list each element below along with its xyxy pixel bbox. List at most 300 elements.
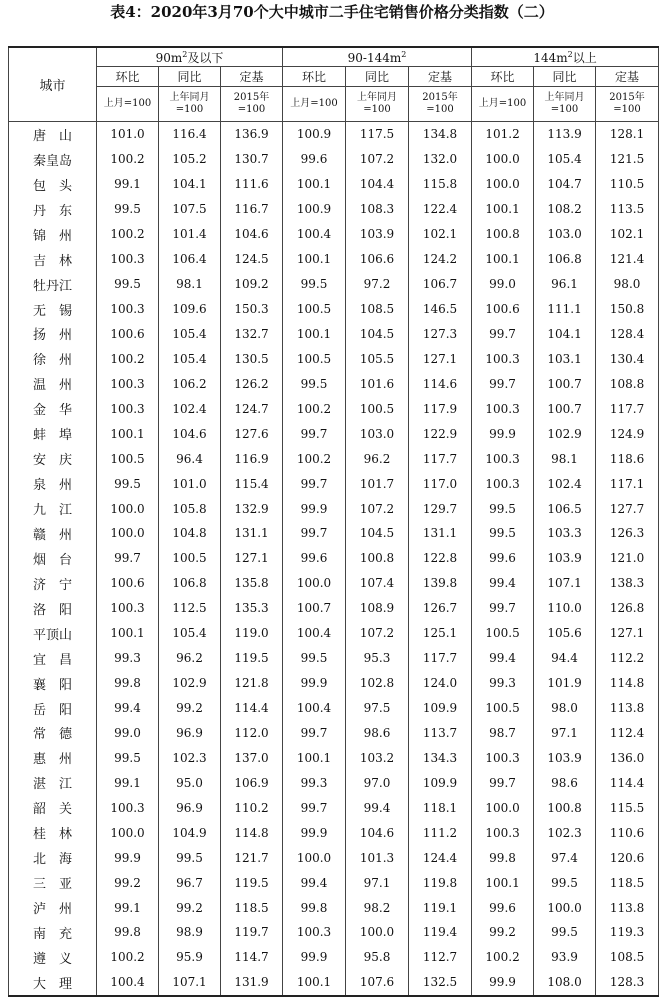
value-cell: 104.5 <box>346 322 409 347</box>
value-cell: 137.0 <box>221 745 283 770</box>
metric-header-mom: 环比 <box>472 67 534 87</box>
value-cell: 108.5 <box>346 297 409 322</box>
base-header-fixed-base: 2015年=100 <box>221 87 283 122</box>
value-cell: 100.7 <box>534 371 596 396</box>
value-cell: 127.1 <box>596 621 659 646</box>
value-cell: 107.4 <box>346 571 409 596</box>
table-row <box>9 770 659 795</box>
value-cell: 99.6 <box>472 546 534 571</box>
value-cell: 99.0 <box>97 721 159 746</box>
value-cell: 100.2 <box>283 396 346 421</box>
value-cell: 103.2 <box>346 745 409 770</box>
value-cell: 99.5 <box>97 745 159 770</box>
value-cell: 104.1 <box>159 172 221 197</box>
value-cell: 100.1 <box>283 172 346 197</box>
city-cell: 襄 阳 <box>9 671 97 696</box>
value-cell: 111.2 <box>409 820 472 845</box>
value-cell: 105.2 <box>159 147 221 172</box>
value-cell: 128.4 <box>596 322 659 347</box>
table-row <box>9 521 659 546</box>
value-cell: 113.7 <box>409 721 472 746</box>
city-cell: 宜 昌 <box>9 646 97 671</box>
metric-header-yoy: 同比 <box>346 67 409 87</box>
value-cell: 100.3 <box>97 371 159 396</box>
value-cell: 117.1 <box>596 471 659 496</box>
value-cell: 106.7 <box>409 272 472 297</box>
value-cell: 99.4 <box>472 646 534 671</box>
value-cell: 100.1 <box>472 247 534 272</box>
value-cell: 99.8 <box>97 671 159 696</box>
value-cell: 129.7 <box>409 496 472 521</box>
value-cell: 95.9 <box>159 945 221 970</box>
table-row <box>9 671 659 696</box>
value-cell: 128.3 <box>596 970 659 996</box>
value-cell: 102.1 <box>596 222 659 247</box>
value-cell: 114.7 <box>221 945 283 970</box>
value-cell: 119.8 <box>409 870 472 895</box>
value-cell: 108.9 <box>346 596 409 621</box>
value-cell: 99.8 <box>283 895 346 920</box>
value-cell: 97.1 <box>346 870 409 895</box>
value-cell: 99.9 <box>472 421 534 446</box>
value-cell: 119.4 <box>409 920 472 945</box>
value-cell: 96.4 <box>159 446 221 471</box>
value-cell: 100.5 <box>346 396 409 421</box>
value-cell: 99.3 <box>472 671 534 696</box>
value-cell: 124.2 <box>409 247 472 272</box>
value-cell: 100.1 <box>283 247 346 272</box>
value-cell: 100.3 <box>97 596 159 621</box>
value-cell: 111.6 <box>221 172 283 197</box>
value-cell: 100.5 <box>159 546 221 571</box>
value-cell: 98.1 <box>534 446 596 471</box>
value-cell: 99.5 <box>283 646 346 671</box>
value-cell: 119.7 <box>221 920 283 945</box>
value-cell: 109.6 <box>159 297 221 322</box>
value-cell: 107.2 <box>346 621 409 646</box>
value-cell: 99.2 <box>97 870 159 895</box>
table-row <box>9 272 659 297</box>
value-cell: 99.5 <box>283 272 346 297</box>
value-cell: 99.6 <box>283 147 346 172</box>
value-cell: 107.5 <box>159 197 221 222</box>
value-cell: 104.6 <box>221 222 283 247</box>
value-cell: 107.1 <box>534 571 596 596</box>
value-cell: 121.4 <box>596 247 659 272</box>
value-cell: 120.6 <box>596 845 659 870</box>
table-row <box>9 322 659 347</box>
value-cell: 99.4 <box>346 795 409 820</box>
value-cell: 95.0 <box>159 770 221 795</box>
value-cell: 100.0 <box>283 845 346 870</box>
value-cell: 121.5 <box>596 147 659 172</box>
city-cell: 韶 关 <box>9 795 97 820</box>
city-cell: 九 江 <box>9 496 97 521</box>
value-cell: 99.5 <box>159 845 221 870</box>
value-cell: 122.4 <box>409 197 472 222</box>
value-cell: 105.4 <box>159 346 221 371</box>
value-cell: 101.0 <box>97 122 159 147</box>
value-cell: 95.3 <box>346 646 409 671</box>
value-cell: 150.8 <box>596 297 659 322</box>
value-cell: 99.3 <box>97 646 159 671</box>
value-cell: 135.8 <box>221 571 283 596</box>
value-cell: 105.4 <box>159 322 221 347</box>
value-cell: 98.1 <box>159 272 221 297</box>
value-cell: 99.1 <box>97 172 159 197</box>
value-cell: 97.5 <box>346 696 409 721</box>
value-cell: 98.0 <box>596 272 659 297</box>
value-cell: 100.6 <box>97 571 159 596</box>
value-cell: 117.5 <box>346 122 409 147</box>
value-cell: 119.5 <box>221 870 283 895</box>
value-cell: 100.3 <box>97 247 159 272</box>
value-cell: 104.5 <box>346 521 409 546</box>
value-cell: 117.9 <box>409 396 472 421</box>
group-header-small <box>97 47 283 67</box>
value-cell: 100.1 <box>472 197 534 222</box>
table-row <box>9 371 659 396</box>
value-cell: 100.1 <box>283 970 346 996</box>
group-header-large <box>472 47 659 67</box>
value-cell: 127.6 <box>221 421 283 446</box>
value-cell: 113.9 <box>534 122 596 147</box>
value-cell: 99.5 <box>534 920 596 945</box>
table-row <box>9 696 659 721</box>
table-row <box>9 646 659 671</box>
city-cell: 大 理 <box>9 970 97 996</box>
value-cell: 101.2 <box>472 122 534 147</box>
value-cell: 99.5 <box>97 471 159 496</box>
value-cell: 136.9 <box>221 122 283 147</box>
value-cell: 110.6 <box>596 820 659 845</box>
value-cell: 97.2 <box>346 272 409 297</box>
value-cell: 100.3 <box>472 446 534 471</box>
value-cell: 99.9 <box>283 820 346 845</box>
value-cell: 100.4 <box>283 621 346 646</box>
city-cell: 惠 州 <box>9 745 97 770</box>
value-cell: 102.1 <box>409 222 472 247</box>
value-cell: 99.2 <box>159 696 221 721</box>
value-cell: 114.6 <box>409 371 472 396</box>
value-cell: 100.8 <box>534 795 596 820</box>
city-cell: 平顶山 <box>9 621 97 646</box>
table-row <box>9 172 659 197</box>
value-cell: 126.3 <box>596 521 659 546</box>
value-cell: 99.4 <box>97 696 159 721</box>
value-cell: 98.2 <box>346 895 409 920</box>
metric-header-fixed-base: 定基 <box>221 67 283 87</box>
value-cell: 104.8 <box>159 521 221 546</box>
city-cell: 蚌 埠 <box>9 421 97 446</box>
value-cell: 104.1 <box>534 322 596 347</box>
value-cell: 96.1 <box>534 272 596 297</box>
city-cell: 金 华 <box>9 396 97 421</box>
value-cell: 125.1 <box>409 621 472 646</box>
value-cell: 99.4 <box>283 870 346 895</box>
city-cell: 南 充 <box>9 920 97 945</box>
value-cell: 100.2 <box>283 446 346 471</box>
value-cell: 114.4 <box>596 770 659 795</box>
value-cell: 98.0 <box>534 696 596 721</box>
value-cell: 96.7 <box>159 870 221 895</box>
value-cell: 99.0 <box>472 272 534 297</box>
table-row <box>9 845 659 870</box>
value-cell: 96.2 <box>159 646 221 671</box>
value-cell: 100.1 <box>97 621 159 646</box>
value-cell: 110.2 <box>221 795 283 820</box>
value-cell: 119.1 <box>409 895 472 920</box>
value-cell: 99.9 <box>472 970 534 996</box>
value-cell: 102.8 <box>346 671 409 696</box>
value-cell: 99.9 <box>97 845 159 870</box>
value-cell: 100.3 <box>97 396 159 421</box>
city-cell: 温 州 <box>9 371 97 396</box>
value-cell: 99.2 <box>159 895 221 920</box>
value-cell: 99.7 <box>283 795 346 820</box>
value-cell: 101.4 <box>159 222 221 247</box>
table-row <box>9 421 659 446</box>
value-cell: 122.9 <box>409 421 472 446</box>
value-cell: 100.8 <box>346 546 409 571</box>
value-cell: 100.2 <box>97 346 159 371</box>
value-cell: 100.6 <box>472 297 534 322</box>
table-row <box>9 745 659 770</box>
value-cell: 124.5 <box>221 247 283 272</box>
value-cell: 106.9 <box>221 770 283 795</box>
value-cell: 102.4 <box>534 471 596 496</box>
value-cell: 108.5 <box>596 945 659 970</box>
value-cell: 100.5 <box>97 446 159 471</box>
value-cell: 99.5 <box>283 371 346 396</box>
value-cell: 108.3 <box>346 197 409 222</box>
value-cell: 100.3 <box>472 346 534 371</box>
value-cell: 112.0 <box>221 721 283 746</box>
table-row <box>9 945 659 970</box>
value-cell: 99.5 <box>97 272 159 297</box>
city-cell: 泉 州 <box>9 471 97 496</box>
city-cell: 湛 江 <box>9 770 97 795</box>
value-cell: 101.7 <box>346 471 409 496</box>
value-cell: 97.0 <box>346 770 409 795</box>
city-cell: 包 头 <box>9 172 97 197</box>
value-cell: 100.4 <box>283 696 346 721</box>
value-cell: 114.8 <box>221 820 283 845</box>
city-cell: 唐 山 <box>9 122 97 147</box>
value-cell: 117.7 <box>409 446 472 471</box>
value-cell: 96.2 <box>346 446 409 471</box>
value-cell: 127.7 <box>596 496 659 521</box>
value-cell: 100.0 <box>97 521 159 546</box>
table-row <box>9 546 659 571</box>
table-row <box>9 895 659 920</box>
value-cell: 104.6 <box>159 421 221 446</box>
city-cell: 无 锡 <box>9 297 97 322</box>
value-cell: 100.6 <box>97 322 159 347</box>
value-cell: 99.5 <box>97 197 159 222</box>
value-cell: 99.7 <box>283 721 346 746</box>
value-cell: 102.9 <box>159 671 221 696</box>
value-cell: 99.7 <box>472 596 534 621</box>
value-cell: 100.0 <box>534 895 596 920</box>
value-cell: 118.5 <box>596 870 659 895</box>
value-cell: 108.2 <box>534 197 596 222</box>
base-header-mom: 上月=100 <box>472 87 534 122</box>
table-row <box>9 496 659 521</box>
value-cell: 104.6 <box>346 820 409 845</box>
group-header-label: 90-144m <box>347 50 402 65</box>
value-cell: 131.1 <box>221 521 283 546</box>
value-cell: 100.3 <box>97 297 159 322</box>
value-cell: 99.1 <box>97 770 159 795</box>
value-cell: 108.0 <box>534 970 596 996</box>
value-cell: 131.9 <box>221 970 283 996</box>
group-header-suffix: 以上 <box>572 50 597 65</box>
value-cell: 130.4 <box>596 346 659 371</box>
table-row <box>9 247 659 272</box>
value-cell: 106.8 <box>534 247 596 272</box>
table-row <box>9 721 659 746</box>
city-cell: 北 海 <box>9 845 97 870</box>
value-cell: 124.4 <box>409 845 472 870</box>
value-cell: 113.8 <box>596 895 659 920</box>
value-cell: 99.6 <box>472 895 534 920</box>
value-cell: 109.9 <box>409 770 472 795</box>
base-header-fixed-base: 2015年=100 <box>409 87 472 122</box>
value-cell: 106.5 <box>534 496 596 521</box>
value-cell: 117.0 <box>409 471 472 496</box>
value-cell: 118.5 <box>221 895 283 920</box>
value-cell: 138.3 <box>596 571 659 596</box>
value-cell: 114.4 <box>221 696 283 721</box>
value-cell: 100.8 <box>472 222 534 247</box>
base-header-yoy: 上年同月=100 <box>534 87 596 122</box>
value-cell: 100.0 <box>346 920 409 945</box>
base-header-fixed-base: 2015年=100 <box>596 87 659 122</box>
value-cell: 109.9 <box>409 696 472 721</box>
value-cell: 103.3 <box>534 521 596 546</box>
value-cell: 115.8 <box>409 172 472 197</box>
value-cell: 132.0 <box>409 147 472 172</box>
value-cell: 121.0 <box>596 546 659 571</box>
base-header-mom: 上月=100 <box>97 87 159 122</box>
value-cell: 100.5 <box>283 297 346 322</box>
value-cell: 99.4 <box>472 571 534 596</box>
city-cell: 牡丹江 <box>9 272 97 297</box>
group-header-sup: 2 <box>182 49 188 59</box>
value-cell: 100.3 <box>472 820 534 845</box>
value-cell: 99.8 <box>97 920 159 945</box>
value-cell: 100.3 <box>97 795 159 820</box>
value-cell: 114.8 <box>596 671 659 696</box>
value-cell: 131.1 <box>409 521 472 546</box>
base-header-yoy: 上年同月=100 <box>159 87 221 122</box>
value-cell: 119.0 <box>221 621 283 646</box>
value-cell: 103.0 <box>346 421 409 446</box>
value-cell: 98.6 <box>534 770 596 795</box>
value-cell: 102.3 <box>534 820 596 845</box>
city-cell: 丹 东 <box>9 197 97 222</box>
value-cell: 112.5 <box>159 596 221 621</box>
value-cell: 102.9 <box>534 421 596 446</box>
value-cell: 130.7 <box>221 147 283 172</box>
value-cell: 99.7 <box>283 421 346 446</box>
value-cell: 101.0 <box>159 471 221 496</box>
price-index-table <box>8 46 659 997</box>
value-cell: 100.9 <box>283 122 346 147</box>
value-cell: 121.7 <box>221 845 283 870</box>
value-cell: 102.4 <box>159 396 221 421</box>
table-row <box>9 471 659 496</box>
value-cell: 146.5 <box>409 297 472 322</box>
value-cell: 100.2 <box>97 147 159 172</box>
value-cell: 100.7 <box>283 596 346 621</box>
value-cell: 99.9 <box>283 671 346 696</box>
value-cell: 104.7 <box>534 172 596 197</box>
value-cell: 100.2 <box>97 945 159 970</box>
value-cell: 107.1 <box>159 970 221 996</box>
table-row <box>9 820 659 845</box>
value-cell: 110.5 <box>596 172 659 197</box>
value-cell: 132.5 <box>409 970 472 996</box>
city-cell: 常 德 <box>9 721 97 746</box>
table-body <box>9 122 659 996</box>
metric-header-mom: 环比 <box>97 67 159 87</box>
value-cell: 105.4 <box>159 621 221 646</box>
value-cell: 94.4 <box>534 646 596 671</box>
value-cell: 100.0 <box>472 147 534 172</box>
value-cell: 100.3 <box>472 745 534 770</box>
value-cell: 99.7 <box>472 322 534 347</box>
group-header-medium <box>283 47 472 67</box>
value-cell: 106.4 <box>159 247 221 272</box>
value-cell: 93.9 <box>534 945 596 970</box>
city-cell: 吉 林 <box>9 247 97 272</box>
city-cell: 秦皇岛 <box>9 147 97 172</box>
value-cell: 102.3 <box>159 745 221 770</box>
value-cell: 150.3 <box>221 297 283 322</box>
value-cell: 112.7 <box>409 945 472 970</box>
value-cell: 127.1 <box>409 346 472 371</box>
group-header-label: 90m <box>155 50 183 65</box>
value-cell: 107.2 <box>346 147 409 172</box>
value-cell: 107.6 <box>346 970 409 996</box>
value-cell: 132.7 <box>221 322 283 347</box>
value-cell: 96.9 <box>159 721 221 746</box>
table-row <box>9 396 659 421</box>
value-cell: 127.3 <box>409 322 472 347</box>
table-row <box>9 920 659 945</box>
value-cell: 100.0 <box>472 795 534 820</box>
table-header <box>9 47 659 122</box>
city-cell: 安 庆 <box>9 446 97 471</box>
table-row <box>9 122 659 147</box>
value-cell: 127.1 <box>221 546 283 571</box>
group-header-suffix: 及以下 <box>187 50 224 65</box>
value-cell: 101.9 <box>534 671 596 696</box>
value-cell: 132.9 <box>221 496 283 521</box>
value-cell: 99.7 <box>472 770 534 795</box>
value-cell: 100.1 <box>283 322 346 347</box>
value-cell: 112.4 <box>596 721 659 746</box>
value-cell: 99.7 <box>97 546 159 571</box>
table-row <box>9 222 659 247</box>
value-cell: 98.9 <box>159 920 221 945</box>
value-cell: 99.6 <box>283 546 346 571</box>
value-cell: 98.6 <box>346 721 409 746</box>
value-cell: 105.5 <box>346 346 409 371</box>
value-cell: 100.1 <box>97 421 159 446</box>
